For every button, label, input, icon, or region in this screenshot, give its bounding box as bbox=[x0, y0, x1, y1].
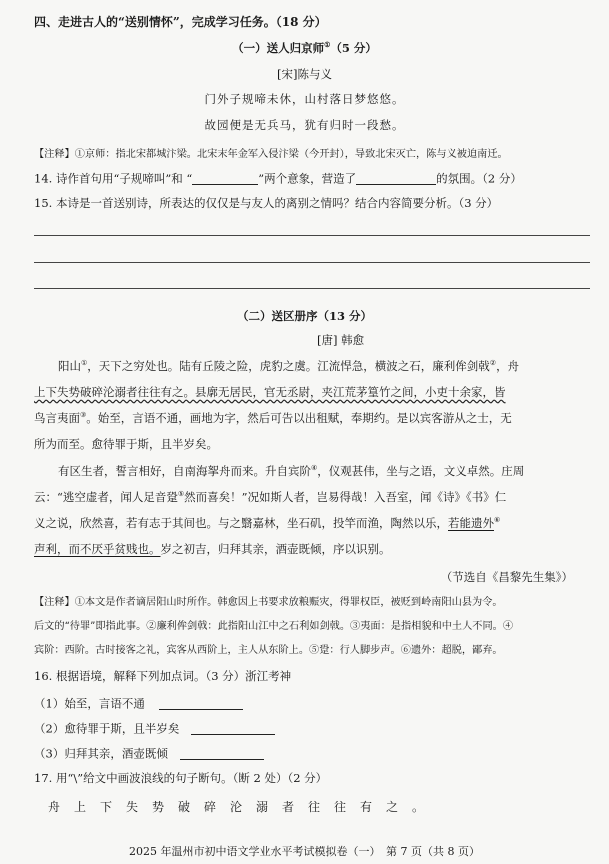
prose-p2-line-2 bbox=[34, 492, 506, 504]
q16-item-3 bbox=[34, 748, 264, 760]
dotted-word: 且 bbox=[133, 721, 145, 736]
q16-item-2 bbox=[34, 723, 275, 735]
poem-line-2: 故园便是无兵马，犹有归时一段愁。 bbox=[204, 118, 405, 132]
prose-p2-line-1 bbox=[58, 466, 524, 478]
poem-line-1: 门外子规啼未休，山村落日梦悠悠。 bbox=[204, 92, 405, 106]
question-15: 15. 本诗是一首送别诗，所表达的仅仅是与友人的离别之情吗？结合内容简要分析。（3 分） bbox=[34, 196, 499, 210]
prose-p1-line-1 bbox=[58, 361, 519, 373]
prose-author: [唐] 韩愈 bbox=[317, 333, 365, 347]
prose-text: 鸟言夷面 bbox=[34, 411, 80, 425]
prose-text: 。始至，言语不通，画地为字，然后可告以出租赋，奉期约。是以宾客游从之士，无 bbox=[86, 411, 512, 425]
underlined-sentence: 声利，而不厌乎贫贱也。 bbox=[34, 542, 161, 556]
question-16: 16. 根据语境，解释下列加点词。（3 分）浙江考神 bbox=[34, 669, 292, 683]
item-number: （3） bbox=[34, 746, 65, 761]
answer-line-1[interactable] bbox=[34, 235, 590, 236]
item-text: 归拜其亲，酒壶既 bbox=[64, 746, 157, 761]
poem-note: 【注释】①京师：指北宋都城汴梁。北宋末年金军入侵汴梁（今开封），导致北宋灭亡，陈与义被迫南迁。 bbox=[34, 149, 508, 160]
q16-answer-blank-2[interactable] bbox=[191, 723, 275, 735]
prose-text: 阳山 bbox=[58, 359, 81, 373]
prose-note-2: 后文的“待罪”即指此事。②廉利侔剑戟：此指阳山江中之石利如剑戟。③夷面：是指相貌和中土人不同。④ bbox=[34, 621, 514, 632]
poem-heading-score: （5 分） bbox=[330, 41, 377, 55]
prose-text: 义之说，欣然喜，若有志于其间也。与之翳嘉林，坐石矶，投竿而渔，陶然以乐， bbox=[34, 516, 448, 530]
q14-blank-2[interactable] bbox=[356, 173, 436, 185]
question-17: 17. 用“\”给文中画波浪线的句子断句。（断 2 处）（2 分） bbox=[34, 771, 328, 785]
item-text: 半岁矣 bbox=[144, 721, 180, 736]
answer-line-3[interactable] bbox=[34, 288, 590, 289]
footnote-marker: ① bbox=[81, 359, 88, 368]
wavy-underlined-sentence: 上下失势破碎沦溺者往往有之。县廓无居民，官无丞尉，夹江荒茅篁竹之间，小吏十余家，皆 bbox=[34, 385, 506, 399]
q14-text-a: 14. 诗作首句用“子规啼叫”和 “ bbox=[34, 171, 193, 186]
poem-heading-text: （一）送人归京师 bbox=[232, 41, 325, 55]
item-text: 愈待罪于斯， bbox=[64, 721, 134, 736]
item-text: 始 bbox=[64, 696, 76, 711]
prose-text: 然而喜矣！”况如斯人者，岂易得哉！入吾室，闻《诗》《书》仁 bbox=[184, 490, 507, 504]
item-text: 至，言语不通 bbox=[75, 696, 145, 711]
prose-p1-line-2 bbox=[34, 387, 506, 399]
prose-p1-line-4: 所为而至。愈待罪于斯，且半岁矣。 bbox=[34, 437, 218, 451]
poem-author: [宋]陈与义 bbox=[277, 67, 332, 81]
footnote-marker: ③ bbox=[80, 411, 87, 420]
answer-line-2[interactable] bbox=[34, 262, 590, 263]
prose-text: 云：“逃空虚者，闻人足音跫 bbox=[34, 490, 178, 504]
poem-heading bbox=[0, 40, 609, 55]
prose-text: 岁之初吉，归拜其亲，酒壶既倾，序以识别。 bbox=[160, 542, 391, 556]
prose-p2-line-4 bbox=[34, 544, 391, 556]
prose-note-1: 【注释】①本文是作者谪居阳山时所作。韩愈因上书要求放粮赈灾，得罪权臣，被贬到岭南阳山县为令。 bbox=[34, 597, 503, 608]
prose-text: ，天下之穷处也。陆有丘陵之险，虎豹之虞。江流悍急，横波之石，廉利侔剑戟 bbox=[87, 359, 490, 373]
q16-answer-blank-3[interactable] bbox=[180, 748, 264, 760]
footnote-marker: ④ bbox=[311, 464, 318, 473]
section-title: 四、走进古人的“送别情怀”，完成学习任务。（18 分） bbox=[34, 15, 327, 29]
question-14 bbox=[34, 173, 522, 185]
q17-sentence: 舟上下失势破碎沦溺者往往有之。 bbox=[48, 800, 439, 814]
q16-item-1 bbox=[34, 698, 243, 710]
item-number: （2） bbox=[34, 721, 65, 736]
poem-heading-footnote: ① bbox=[324, 40, 331, 50]
underlined-sentence: 若能遗外 bbox=[448, 516, 494, 530]
q14-blank-1[interactable] bbox=[192, 173, 258, 185]
prose-source: （节选自《昌黎先生集》） bbox=[440, 570, 573, 584]
prose-p1-line-3 bbox=[34, 413, 512, 425]
prose-heading: （二）送区册序（13 分） bbox=[236, 309, 372, 323]
item-number: （1） bbox=[34, 696, 65, 711]
q14-text-c: 的氛围。（2 分） bbox=[436, 171, 522, 186]
prose-text: ，仪观甚伟，坐与之语，文义卓然。庄周 bbox=[317, 464, 525, 478]
q14-text-b: ”两个意象，营造了 bbox=[258, 171, 357, 186]
dotted-word: 倾 bbox=[156, 746, 168, 761]
prose-text: 有区生者，誓言相好，自南海挐舟而来。升自宾阶 bbox=[58, 464, 311, 478]
q16-answer-blank-1[interactable] bbox=[159, 698, 243, 710]
footnote-marker: ⑤ bbox=[177, 490, 185, 499]
prose-text: ，舟 bbox=[496, 359, 520, 373]
prose-note-3: 宾阶：西阶。古时接客之礼，宾客从西阶上，主人从东阶上。⑤跫：行人脚步声。⑥遗外：超脱，鄙弃。 bbox=[34, 645, 503, 656]
footnote-marker: ② bbox=[489, 359, 497, 368]
prose-p2-line-3 bbox=[34, 518, 500, 530]
footnote-marker: ⑥ bbox=[494, 516, 501, 525]
page-footer: 2025 年温州市初中语文学业水平考试模拟卷（一） 第 7 页（共 8 页） bbox=[129, 845, 480, 858]
